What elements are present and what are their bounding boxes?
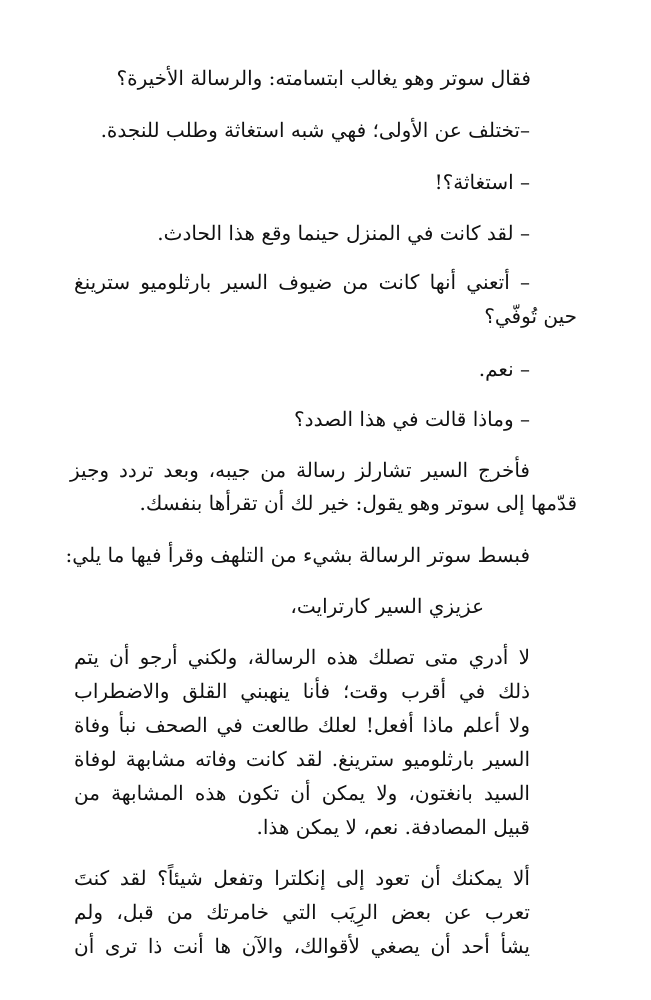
- text-line-dialogue-5: – أتعني أنها كانت من ضيوف السير بارثلوميو سترينغ: [74, 270, 530, 294]
- text-line-dialogue-3: – استغاثة؟!: [434, 170, 530, 194]
- text-line-dialogue-6: حين تُوفّي؟: [484, 304, 577, 328]
- text-line-dialogue-4: – لقد كانت في المنزل حينما وقع هذا الحادث.: [157, 221, 530, 245]
- text-line-dialogue-7: – نعم.: [478, 357, 530, 381]
- letter-p1-line-5: السيد بانغتون، ولا يمكن أن تكون هذه المشابهة من: [74, 781, 530, 805]
- letter-p1-line-1: لا أدري متى تصلك هذه الرسالة، ولكني أرجو أن يتم: [74, 645, 530, 669]
- letter-p1-line-2: ذلك في أقرب وقت؛ فأنا ينهبني القلق والاضطراب: [74, 679, 530, 703]
- text-line-dialogue-1: فقال سوتر وهو يغالب ابتسامته: والرسالة الأخيرة؟: [116, 66, 531, 90]
- letter-p2-line-1: ألا يمكنك أن تعود إلى إنكلترا وتفعل شيئاً؟ لقد كنتَ: [74, 866, 530, 890]
- text-line-narration-3: فبسط سوتر الرسالة بشيء من التلهف وقرأ فيها ما يلي:: [65, 543, 530, 567]
- text-line-narration-2: قدّمها إلى سوتر وهو يقول: خير لك أن تقرأها بنفسك.: [139, 491, 577, 515]
- letter-p1-line-4: السير بارثلوميو سترينغ. لقد كانت وفاته مشابهة لوفاة: [74, 747, 530, 771]
- letter-p1-line-6: قبيل المصادفة. نعم، لا يمكن هذا.: [256, 815, 530, 839]
- letter-p1-line-3: ولا أعلم ماذا أفعل! لعلك طالعت في الصحف نبأ وفاة: [74, 713, 530, 737]
- letter-p2-line-2: تعرب عن بعض الرِيَب التي خامرتك من قبل، ولم: [74, 900, 530, 924]
- letter-salutation: عزيزي السير كارترايت،: [290, 594, 484, 618]
- text-line-dialogue-2: –تختلف عن الأولى؛ فهي شبه استغاثة وطلب للنجدة.: [100, 118, 530, 142]
- text-line-narration-1: فأخرج السير تشارلز رسالة من جيبه، وبعد تردد وجيز: [70, 458, 530, 482]
- text-line-dialogue-8: – وماذا قالت في هذا الصدد؟: [294, 407, 530, 431]
- letter-p2-line-3: يشأ أحد أن يصغي لأقوالك، والآن ها أنت ذا ترى أن: [74, 934, 530, 958]
